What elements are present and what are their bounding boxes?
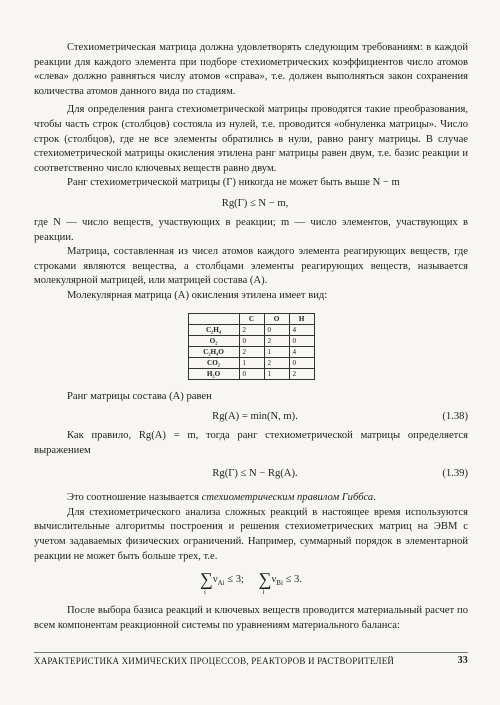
matrix-cell: 4 [289,324,314,335]
matrix-row-label: H₂O [188,368,239,379]
matrix-cell: 2 [289,368,314,379]
matrix-row [188,335,314,346]
sum-term [258,569,302,597]
sum-expression [272,570,302,591]
matrix-cell: 2 [239,346,264,357]
matrix-row [188,357,314,368]
sigma-symbol: ∑ i [258,569,272,597]
equation-1-39 [34,464,468,483]
matrix-column-header: C [239,313,264,324]
paragraph: Для определения ранга стехиометрической матрицы проводятся такие преобразования, чтобы часть строк (столбцов) состояла из нулей, т.е. проводится «обнуленка матрицы». Число строк (столбцов), где не все элементы обратились в нули, равно рангу матрицы. В случае стехиометрической матрицы окисления этилена ранг матрицы равен двум, т.е. базис реакции и соответственно число ключевых веществ равно двум. [34,104,468,174]
matrix-row [188,368,314,379]
matrix-cell: 0 [239,335,264,346]
matrix-corner-cell [188,313,239,324]
paragraph: После выбора базиса реакций и ключевых веществ проводится материальный расчет по всем компонентам реакционной системы по уравнениям материального баланса: [34,605,468,631]
paragraph: Для стехиометрического анализа сложных реакций в настоящее время используются вычислительные алгоритмы построения и решения стехиометрических матриц на ЭВМ с учетом задаваемых физических ограничений. Например, суммарный порядок в элементарной реакции не может быть больше трех, т.е. [34,506,468,562]
matrix-row [188,346,314,357]
running-title: ХАРАКТЕРИСТИКА ХИМИЧЕСКИХ ПРОЦЕССОВ, РЕАКТОРОВ И РАСТВОРИТЕЛЕЙ [34,656,395,666]
matrix-row [188,324,314,335]
relation: ≤ 3; [224,574,244,586]
matrix-cell: 1 [264,346,289,357]
matrix-row-label: C₂H₄ [188,324,239,335]
matrix-cell: 0 [264,324,289,335]
relation: ≤ 3. [282,574,302,586]
paragraph: Молекулярная матрица (А) окисления этилена имеет вид: [67,289,328,301]
running-footer [34,652,468,667]
paragraph: Матрица, составленная из чисел атомов каждого элемента реагирующих веществ, где строками являются вещества, а столбцами элементы реагирующих веществ, называется молекулярной матрицей, или матрицей состава (А). [34,246,468,287]
sum-index: i [204,588,206,597]
sum-index: i [262,588,265,597]
matrix-column-header: O [264,313,289,324]
sum-term [200,569,244,597]
matrix-column-header: H [289,313,314,324]
nu-symbol: ν [212,574,218,586]
matrix-row-label: C₂H₄O [188,346,239,357]
matrix-cell: 1 [239,357,264,368]
nu-subscript: Ai [217,579,225,588]
equation-1-38 [34,407,468,426]
matrix-cell: 4 [289,346,314,357]
equation-order-limit [34,570,468,598]
matrix-cell: 0 [239,368,264,379]
paragraph [34,491,468,506]
equation-expression: Rg(Γ) ≤ N − Rg(A). [212,468,298,480]
equation-expression: Rg(Γ) ≤ N − m, [221,197,289,209]
matrix-cell: 2 [264,357,289,368]
text-run: Это соотношение называется [67,492,202,504]
matrix-row-label: O₂ [188,335,239,346]
paragraph: где N — число веществ, участвующих в реакции; m — число элементов, участвующих в реакции. [34,216,468,243]
matrix-cell: 1 [264,368,289,379]
matrix-cell: 2 [239,324,264,335]
matrix-row-label: CO₂ [188,357,239,368]
matrix-cell: 0 [289,357,314,368]
nu-symbol: ν [271,574,277,586]
paragraph: Стехиометрическая матрица должна удовлетворять следующим требованиям: в каждой реакции для каждого элемента при подборе стехиометрических коэффициентов число атомов «слева» должно равняться числу атомов «справа», т.е. должен выполняться закон сохранения количества атомов данного вида по стадиям. [34,42,468,97]
molecular-matrix-table [188,313,315,380]
matrix-header-row [188,313,314,324]
emphasis-term: стехиометрическим правилом Гиббса [201,492,374,504]
matrix-cell: 0 [289,335,314,346]
paragraph: Как правило, Rg(A) = m, тогда ранг стехиометрической матрицы определяется выражением [34,430,468,456]
equation-number: (1.38) [442,411,468,423]
paragraph: Ранг матрицы состава (А) равен [67,390,212,402]
matrix-cell: 2 [264,335,289,346]
sum-expression [213,570,244,591]
sigma-symbol: ∑ i [200,569,213,597]
page-number: 33 [457,655,468,666]
page-body [34,41,468,633]
equation-rank-bound [34,194,468,213]
equation-expression: Rg(A) = min(N, m). [212,411,298,423]
nu-subscript: Bi [276,579,283,588]
paragraph: Ранг стехиометрической матрицы (Γ) никогда не может быть выше N − m [67,177,400,189]
equation-number: (1.39) [442,468,468,480]
text-run: . [373,492,376,504]
